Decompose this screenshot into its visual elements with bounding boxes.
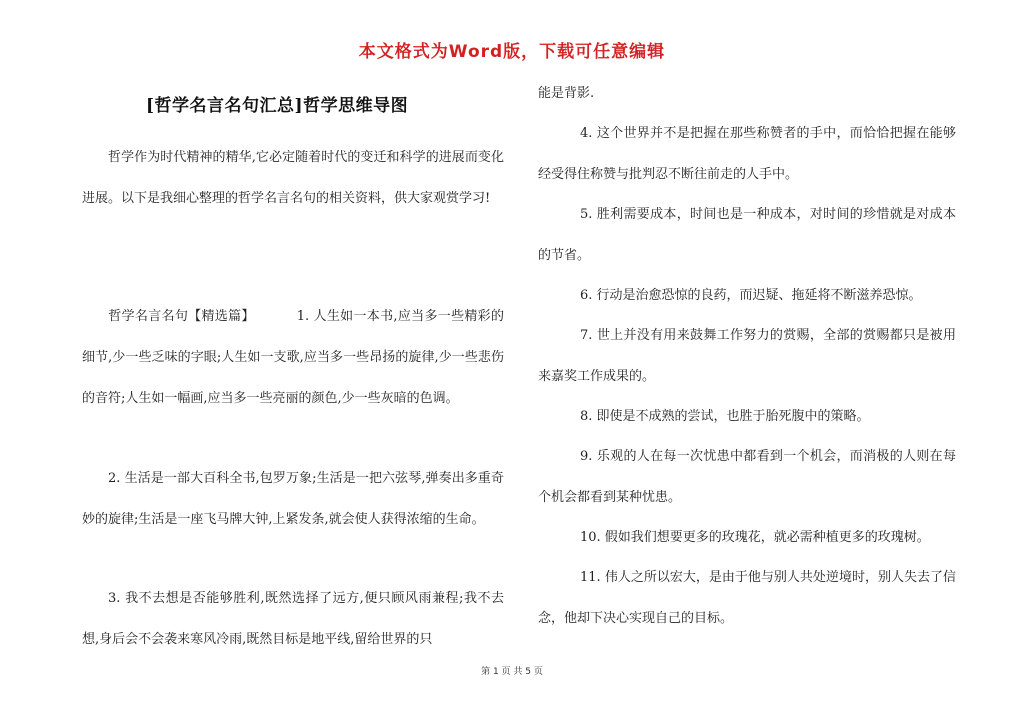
quote-4-paragraph: 4. 这个世界并不是把握在那些称赞者的手中，而恰恰把握在能够经受得住称赞与批判忍不断往前走的人手中。	[538, 126, 956, 182]
quote-3-paragraph: 3. 我不去想是否能够胜利,既然选择了远方,便只顾风雨兼程;我不去想,身后会不会袭来寒风冷雨,既然目标是地平线,留给世界的只	[82, 591, 504, 647]
quote-9-paragraph: 9. 乐观的人在每一次忧患中都看到一个机会，而消极的人则在每个机会都看到某种忧患。	[538, 449, 956, 505]
document-title: [哲学名言名句汇总]哲学思维导图	[146, 96, 409, 116]
quote-10-paragraph: 10. 假如我们想要更多的玫瑰花，就必需种植更多的玫瑰树。	[580, 530, 930, 545]
page-number: 第 1 页 共 5 页	[481, 667, 543, 677]
quote-3-continued: 能是背影.	[538, 86, 595, 101]
quote-1-paragraph: 哲学名言名句【精选篇】 1. 人生如一本书,应当多一些精彩的细节,少一些乏味的字眼;人生如一支歌,应当多一些昂扬的旋律,少一些悲伤的音符;人生如一幅画,应当多一些亮丽的颜色,少一些灰暗的色调。	[82, 309, 504, 406]
quote-7-paragraph: 7. 世上并没有用来鼓舞工作努力的赏赐，全部的赏赐都只是被用来嘉奖工作成果的。	[538, 328, 956, 384]
quote-2-paragraph: 2. 生活是一部大百科全书,包罗万象;生活是一把六弦琴,弹奏出多重奇妙的旋律;生活是一座飞马牌大钟,上紧发条,就会使人获得浓缩的生命。	[82, 471, 504, 527]
quote-6-paragraph: 6. 行动是治愈恐惊的良药，而迟疑、拖延将不断滋养恐惊。	[580, 288, 922, 303]
intro-paragraph: 哲学作为时代精神的精华,它必定随着时代的变迁和科学的进展而变化进展。以下是我细心整理的哲学名言名句的相关资料，供大家观赏学习!	[82, 150, 504, 206]
download-banner: 本文格式为Word版，下载可任意编辑	[358, 42, 666, 62]
quote-11-paragraph: 11. 伟人之所以宏大，是由于他与别人共处逆境时，别人失去了信念，他却下决心实现自己的目标。	[538, 570, 956, 626]
section-label: 哲学名言名句【精选篇】	[108, 309, 255, 324]
quote-8-paragraph: 8. 即使是不成熟的尝试，也胜于胎死腹中的策略。	[580, 409, 870, 424]
quote-5-paragraph: 5. 胜利需要成本，时间也是一种成本，对时间的珍惜就是对成本的节省。	[538, 207, 956, 263]
